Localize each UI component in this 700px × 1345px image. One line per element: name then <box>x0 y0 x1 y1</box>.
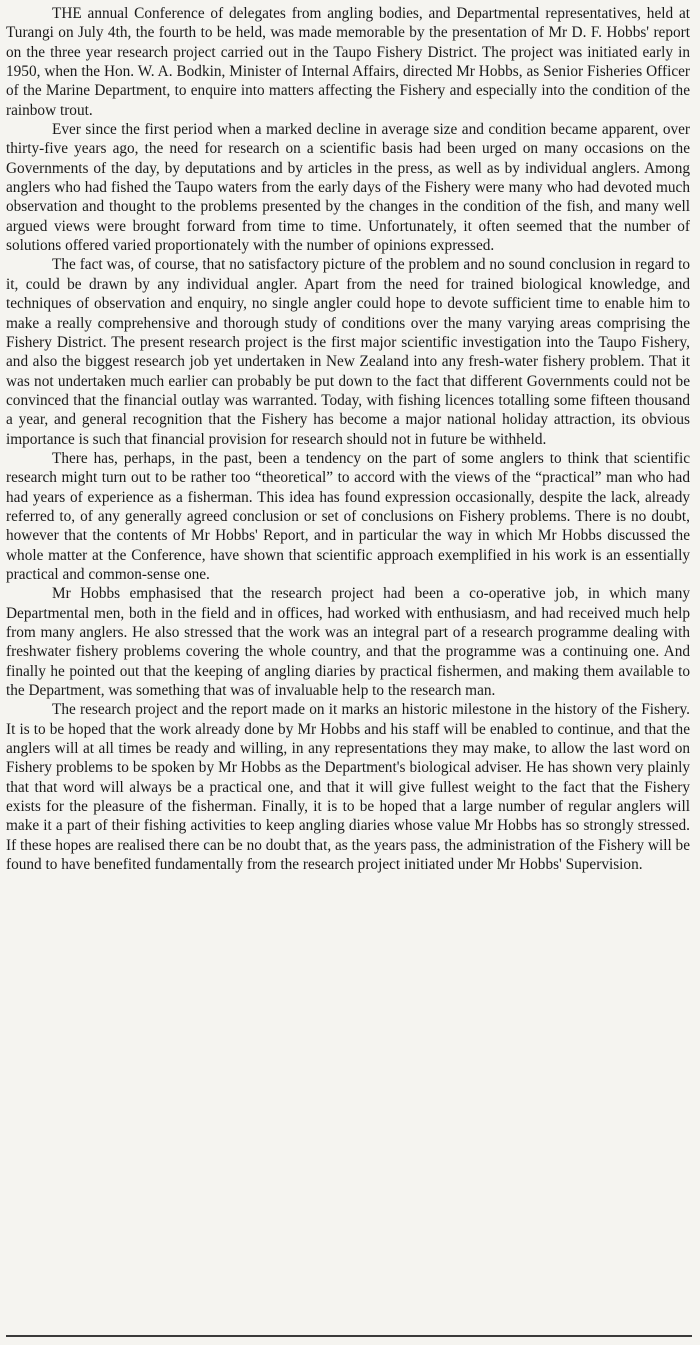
article-paragraph: Mr Hobbs emphasised that the research project had been a co-operative job, in which many Departmental men, both in the field and in offices, had worked with enthusiasm, and had received much help from many anglers. He also stressed that the work was an integral part of a research programme dealing with freshwater fishery problems covering the whole country, and that the programme was a continuing one. And finally he pointed out that the keeping of angling diaries by practical fishermen, and making them available to the Department, was something that was of invaluable help to the research man. <box>6 585 690 700</box>
article-paragraph: There has, perhaps, in the past, been a tendency on the part of some anglers to think that scientific research might turn out to be rather too “theoretical” to accord with the views of the “practical” man who had had years of experience as a fisherman. This idea has found expression occasionally, despite the lack, already referred to, of any generally agreed conclusion or set of conclusions on Fishery problems. There is no doubt, however that the contents of Mr Hobbs' Report, and in particular the way in which Mr Hobbs discussed the whole matter at the Conference, have shown that scientific approach exemplified in his work is an essentially practical and common-sense one. <box>6 449 690 583</box>
article-paragraph: The fact was, of course, that no satisfactory picture of the problem and no sound conclusion in regard to it, could be drawn by any individual angler. Apart from the need for trained biological knowledge, and techniques of observation and enquiry, no single angler could hope to devote sufficient time to enable him to make a really comprehensive and thorough study of conditions over the many varying areas comprising the Fishery District. The present research project is the first major scientific investigation into the Taupo Fishery, and also the biggest research job yet undertaken in New Zealand into any fresh-water fishery problem. That it was not undertaken much earlier can probably be put down to the fact that different Governments could not be convinced that the financial outlay was warranted. Today, with fishing licences totalling some fifteen thousand a year, and general recognition that the Fishery has become a major national holiday attraction, its obvious importance is such that financial provision for research should not in future be withheld. <box>6 256 690 448</box>
end-rule-divider <box>6 1335 692 1337</box>
article-paragraph: Ever since the first period when a marked decline in average size and condition became apparent, over thirty-five years ago, the need for research on a scientific basis had been urged on many occasions on the Governments of the day, by deputations and by articles in the press, as well as by individual anglers. Among anglers who had fished the Taupo waters from the early days of the Fishery were many who had devoted much observation and thought to the problems presented by the changes in the condition of the fish, and many well argued views were brought forward from time to time. Unfortunately, it often seemed that the number of solutions offered varied proportionately with the number of opinions expressed. <box>6 121 690 255</box>
article-paragraph: THE annual Conference of delegates from angling bodies, and Departmental representatives, held at Turangi on July 4th, the fourth to be held, was made memorable by the presentation of Mr D. F. Hobbs' report on the three year research project carried out in the Taupo Fishery District. The project was initiated early in 1950, when the Hon. W. A. Bodkin, Minister of Internal Affairs, directed Mr Hobbs, as Senior Fisheries Officer of the Marine Department, to enquire into matters affecting the Fishery and especially into the condition of the rainbow trout. <box>6 5 690 119</box>
article-body <box>6 4 690 874</box>
article-paragraph: The research project and the report made on it marks an historic milestone in the history of the Fishery. It is to be hoped that the work already done by Mr Hobbs and his staff will be enabled to continue, and that the anglers will at all times be ready and willing, in any representations they may make, to allow the last word on Fishery problems to be spoken by Mr Hobbs as the Department's biological adviser. He has shown very plainly that that word will always be a practical one, and that it will give fullest weight to the fact that the Fishery exists for the pleasure of the fisherman. Finally, it is to be hoped that a large number of regular anglers will make it a part of their fishing activities to keep angling diaries whose value Mr Hobbs has so strongly stressed. If these hopes are realised there can be no doubt that, as the years pass, the administration of the Fishery will be found to have benefited fundamentally from the research project initiated under Mr Hobbs' Supervision. <box>6 701 690 874</box>
